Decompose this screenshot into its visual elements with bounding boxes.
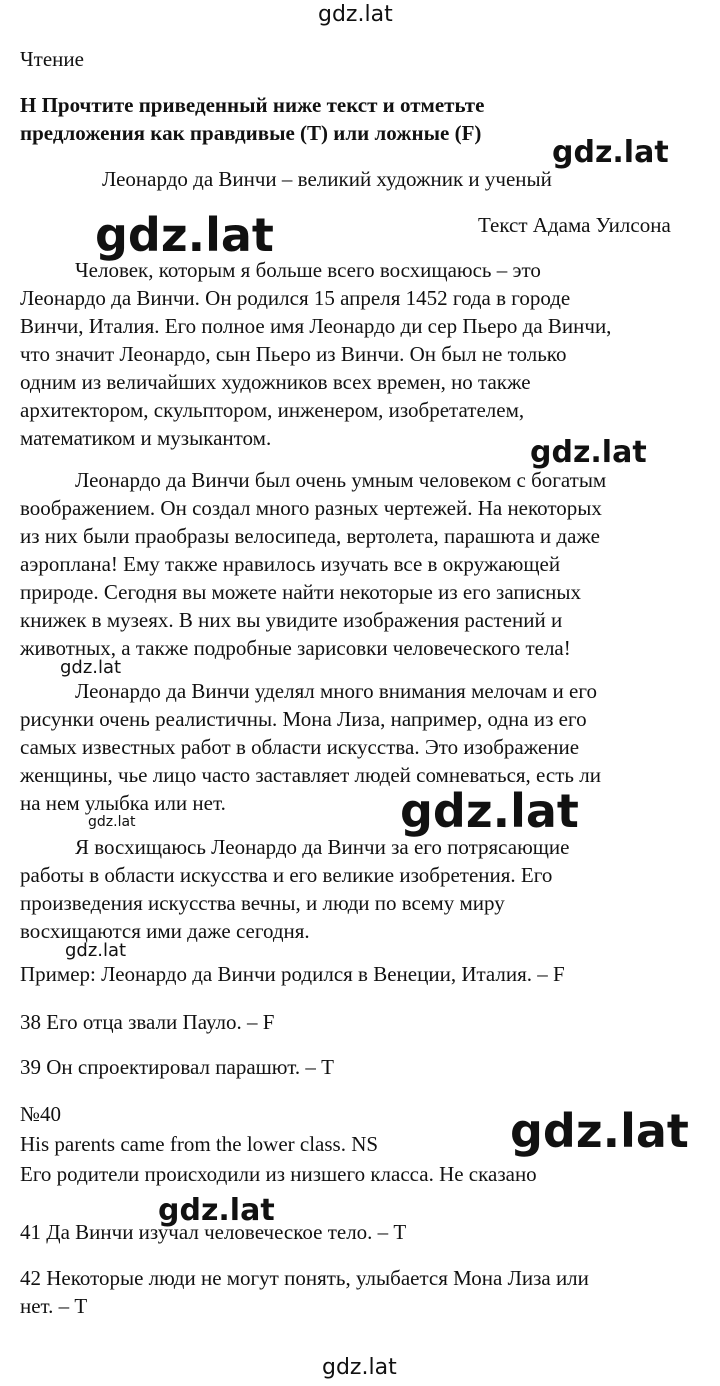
watermark-top: gdz.lat [318, 2, 393, 27]
text-line: рисунки очень реалистичны. Мона Лиза, например, одна из его [20, 707, 587, 731]
text-line: восхищаются ими даже сегодня. [20, 919, 310, 943]
text-line: архитектором, скульптором, инженером, изобретателем, [20, 398, 525, 422]
answer-42-line1: 42 Некоторые люди не могут понять, улыбается Мона Лиза или [20, 1266, 589, 1290]
paragraph-1 [20, 256, 710, 452]
text-line: Я восхищаюсь Леонардо да Винчи за его потрясающие [75, 835, 570, 859]
text-line: аэроплана! Ему также нравилось изучать все в окружающей [20, 552, 561, 576]
text-line: Винчи, Италия. Его полное имя Леонардо ди сер Пьеро да Винчи, [20, 314, 612, 338]
task-number-40: №40 [20, 1102, 62, 1126]
text-line: Леонардо да Винчи уделял много внимания мелочам и его [75, 679, 597, 703]
paragraph-3 [20, 677, 710, 817]
text-line: работы в области искусства и его великие изобретения. Его [20, 863, 553, 887]
watermark: gdz.lat [65, 940, 127, 961]
paragraph-2 [20, 466, 710, 662]
text-line: на нем улыбка или нет. [20, 791, 226, 815]
paragraph-4 [20, 833, 710, 945]
text-line: Человек, которым я больше всего восхищаюсь – это [75, 258, 541, 282]
watermark: gdz.lat [60, 657, 122, 678]
text-line: воображением. Он создал много разных чертежей. На некоторых [20, 496, 602, 520]
watermark-bottom: gdz.lat [322, 1355, 397, 1380]
watermark: gdz.lat [400, 784, 579, 838]
text-line: Леонардо да Винчи. Он родился 15 апреля 1452 года в городе [20, 286, 571, 310]
answer-38: 38 Его отца звали Пауло. – F [20, 1010, 275, 1034]
watermark: gdz.lat [530, 435, 647, 470]
watermark: gdz.lat [95, 208, 274, 262]
text-line: природе. Сегодня вы можете найти некоторые из его записных [20, 580, 582, 604]
answer-42-line2: нет. – T [20, 1294, 88, 1318]
example-line: Пример: Леонардо да Винчи родился в Венеции, Италия. – F [20, 962, 565, 986]
text-line: самых известных работ в области искусства. Это изображение [20, 735, 580, 759]
task-heading-line1: H Прочтите приведенный ниже текст и отметьте [20, 93, 485, 117]
text-line: книжек в музеях. В них вы увидите изображения растений и [20, 608, 563, 632]
task-heading-line2: предложения как правдивые (T) или ложные (F) [20, 121, 482, 145]
text-line: произведения искусства вечны, и люди по всему миру [20, 891, 505, 915]
text-line: Леонардо да Винчи был очень умным человеком с богатым [75, 468, 607, 492]
answer-41: 41 Да Винчи изучал человеческое тело. – T [20, 1220, 407, 1244]
text-author: Текст Адама Уилсона [478, 213, 671, 237]
answer-40-russian: Его родители происходили из низшего класса. Не сказано [20, 1162, 537, 1186]
text-line: одним из величайших художников всех времен, но также [20, 370, 531, 394]
watermark: gdz.lat [510, 1104, 689, 1158]
text-line: из них были праобразы велосипеда, вертолета, парашюта и даже [20, 524, 600, 548]
answer-39: 39 Он спроектировал парашют. – T [20, 1055, 334, 1079]
text-line: животных, а также подробные зарисовки человеческого тела! [20, 636, 571, 660]
text-line: что значит Леонардо, сын Пьеро из Винчи. Он был не только [20, 342, 567, 366]
section-heading: Чтение [20, 47, 84, 71]
watermark: gdz.lat [158, 1193, 275, 1228]
text-title: Леонардо да Винчи – великий художник и ученый [102, 167, 552, 191]
watermark: gdz.lat [88, 814, 136, 830]
text-line: математиком и музыкантом. [20, 426, 272, 450]
watermark: gdz.lat [552, 135, 669, 170]
answer-40-english: His parents came from the lower class. NS [20, 1132, 379, 1156]
text-line: женщины, чье лицо часто заставляет людей сомневаться, есть ли [20, 763, 601, 787]
